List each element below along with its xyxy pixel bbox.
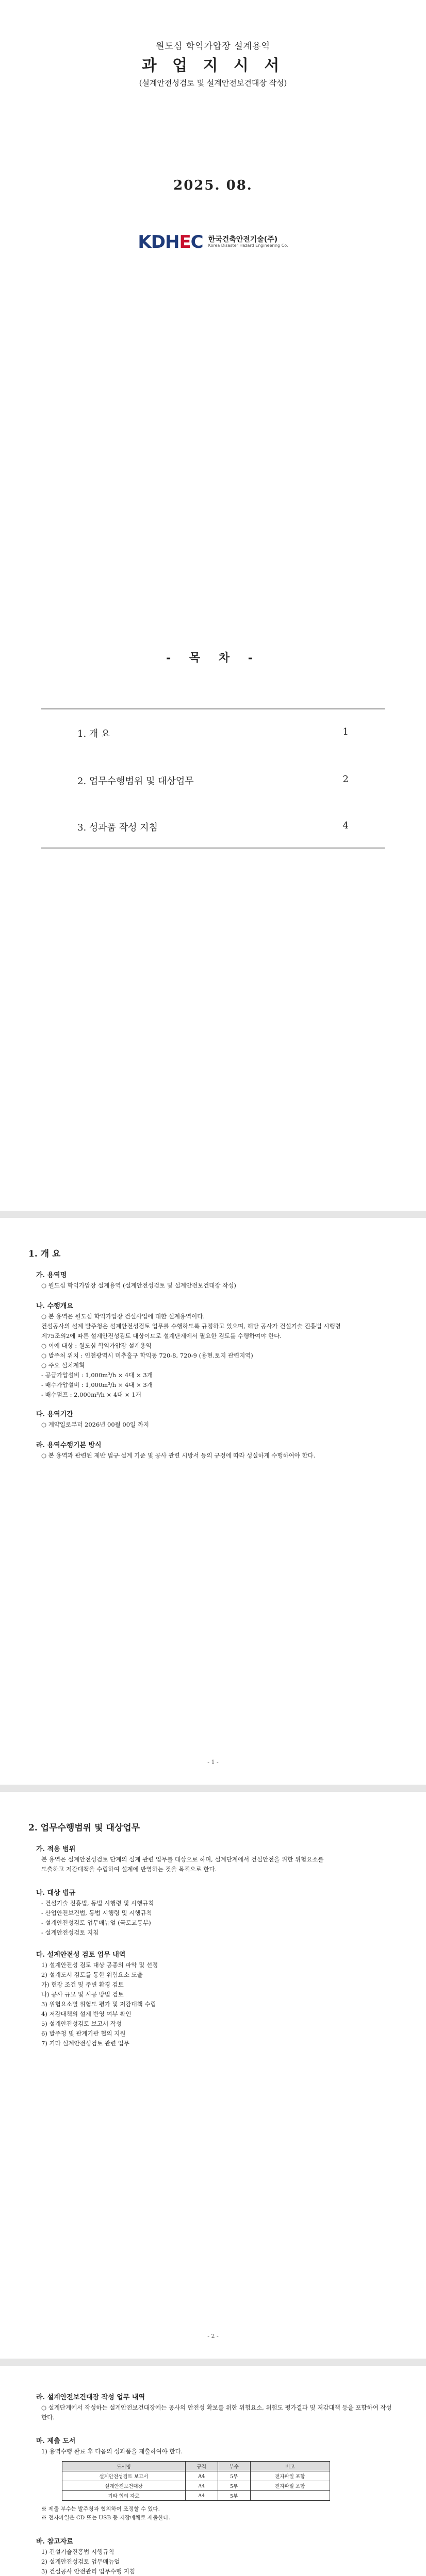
- notes: ※ 제출 부수는 발주청과 협의하여 조정할 수 있다. ※ 전자파일은 CD 또는 USB 등 저장매체로 제출한다.: [41, 2506, 170, 2521]
- table-row: 설계안전성검토 보고서 A4 5부 전자파일 포함: [62, 2471, 330, 2481]
- page-separator: [0, 2359, 426, 2366]
- cover-paren: (설계안전성검토 및 설계안전보건대장 작성): [139, 78, 287, 88]
- paragraph: ○ 설계단계에서 작성하는 설계안전보건대장에는 공사의 안전성 확보를 위한 위험요소, 위험도 평가결과 및 저감대책 등을 포함하여 작성한다.: [41, 2404, 392, 2421]
- paragraph: 본 용역은 설계안전성검토 단계의 설계 관련 업무를 대상으로 하며, 설계단계에서 건설안전을 위한 위험요소를 도출하고 저감대책을 수립하여 설계에 반영하는 것을 목적으로 한다.: [41, 1856, 324, 1873]
- company-logo: [0, 232, 426, 252]
- subheading: 라. 설계안전보건대장 작성 업무 내역: [36, 2394, 145, 2401]
- scope-list: ○ 본 용역은 원도심 학익가압장 건설사업에 대한 설계용역이다. 건설공사의 설계 발주청은 설계안전성검토 업무를 수행하도록 규정하고 있으며, 해당 공사가 건설기술 진흥법 시행령 제75조의2에 따른 설계안전성검토 대상이므로 설계단계에서 필요한 검토를 수행하여야 한다. ○ 이에 대상 : 원도심 학익가압장 설계용역 ○ 발주처 위치 : 인천광역시 미추홀구 학익동 720-8, 720-9 (용현.토지 관련지역) ○ 주요 설치계획 - 공급가압설비 : 1,000m³/h × 4대 × 3개 - 배수가압설비 : 1,000m³/h × 4대 × 3개 - 배수펌프 : 2,000m³/h × 4대 × 1개: [41, 1313, 341, 1398]
- toc-bottom-rule: [41, 848, 385, 849]
- cover-date: 2025. 08.: [173, 178, 253, 193]
- toc-item[interactable]: 1. 개 요 1: [77, 726, 349, 739]
- subheading: 가. 용역명: [36, 1272, 67, 1279]
- page-3: [0, 2366, 426, 2576]
- logo-mark: KDHEC: [138, 232, 203, 252]
- toc-item[interactable]: 2. 업무수행범위 및 대상업무 2: [77, 774, 349, 787]
- reference-list: 1) 건설기술진흥법 시행규칙 2) 설계안전성검토 업무매뉴얼 3) 건설공사 안전관리 업무수행 지침: [41, 2548, 135, 2575]
- page-separator: [0, 1211, 426, 1218]
- page-number: - 1 -: [207, 1759, 219, 1766]
- toc-item[interactable]: 3. 성과품 작성 지침 4: [77, 820, 349, 833]
- page-2: [0, 1792, 426, 2359]
- subheading: 다. 용역기간: [36, 1411, 73, 1418]
- table-row: 설계안전보건대장 A4 5부 전자파일 포함: [62, 2481, 330, 2491]
- law-list: - 건설기술 진흥법, 동법 시행령 및 시행규칙 - 산업안전보건법, 동법 시행령 및 시행규칙 - 설계안전성검토 업무매뉴얼 (국토교통부) - 설계안전성검토 지침: [41, 1900, 154, 1936]
- paragraph: ○ 계약일로부터 2026년 00월 00일 까지: [41, 1421, 150, 1428]
- table-row: 기타 협의 자료 A4 5부: [62, 2491, 330, 2501]
- subheading: 나. 대상 법규: [36, 1889, 76, 1897]
- subheading: 다. 설계안전성 검토 업무 내역: [36, 1951, 126, 1959]
- page-number: - 2 -: [207, 2333, 219, 2340]
- paragraph: 1) 용역수행 완료 후 다음의 성과품을 제출하여야 한다.: [41, 2448, 183, 2455]
- paragraph: ○ 원도심 학익가압장 설계용역 (설계안전성검토 및 설계안전보건대장 작성): [41, 1282, 236, 1289]
- subheading: 가. 적용 범위: [36, 1845, 76, 1853]
- cover-subtitle: 원도심 학익가압장 설계용역: [156, 41, 270, 52]
- subheading: 바. 참고자료: [36, 2538, 73, 2546]
- section-2-heading: 2. 업무수행범위 및 대상업무: [28, 1823, 140, 1833]
- paragraph: ○ 본 용역과 관련된 제반 법규·설계 기준 및 공사 관련 시방서 등의 규정에 따라 성실하게 수행하여야 한다.: [41, 1452, 316, 1459]
- section-1-heading: 1. 개 요: [28, 1249, 61, 1259]
- company-tagline: Korea Disaster Hazard Engineering Co.: [208, 243, 288, 248]
- toc-top-rule: [41, 708, 385, 709]
- toc-title: - 목 차 -: [166, 651, 260, 665]
- page-1: [0, 1218, 426, 1785]
- subheading: 마. 제출 도서: [36, 2437, 76, 2445]
- subheading: 나. 수행개요: [36, 1302, 73, 1310]
- task-list: 1) 설계안전성 검토 대상 공종의 파악 및 선정 2) 설계도서 검토를 통한 위험요소 도출 가) 현장 조건 및 주변 환경 검토 나) 공사 규모 및 시공 방법 검토 3) 위험요소별 위험도 평가 및 저감대책 수립 4) 저감대책의 설계 반영 여부 확인 5) 설계안전성검토 보고서 작성 6) 발주청 및 관계기관 협의 지원 7) 기타 설계안전성검토 관련 업무: [41, 1961, 158, 2047]
- deliverables-table: 도서명 규격 부수 비고 설계안전성검토 보고서 A4 5부 전자파일 포함 설계안전보건대장 A4 5부 전자파일 포함 기타 협의 자료 A4 5부: [62, 2461, 330, 2501]
- cover-title: 과 업 지 시 서: [141, 57, 285, 75]
- subheading: 라. 용역수행기본 방식: [36, 1442, 102, 1449]
- company-name: 한국건축안전기술(주): [208, 235, 278, 244]
- page-separator: [0, 1785, 426, 1792]
